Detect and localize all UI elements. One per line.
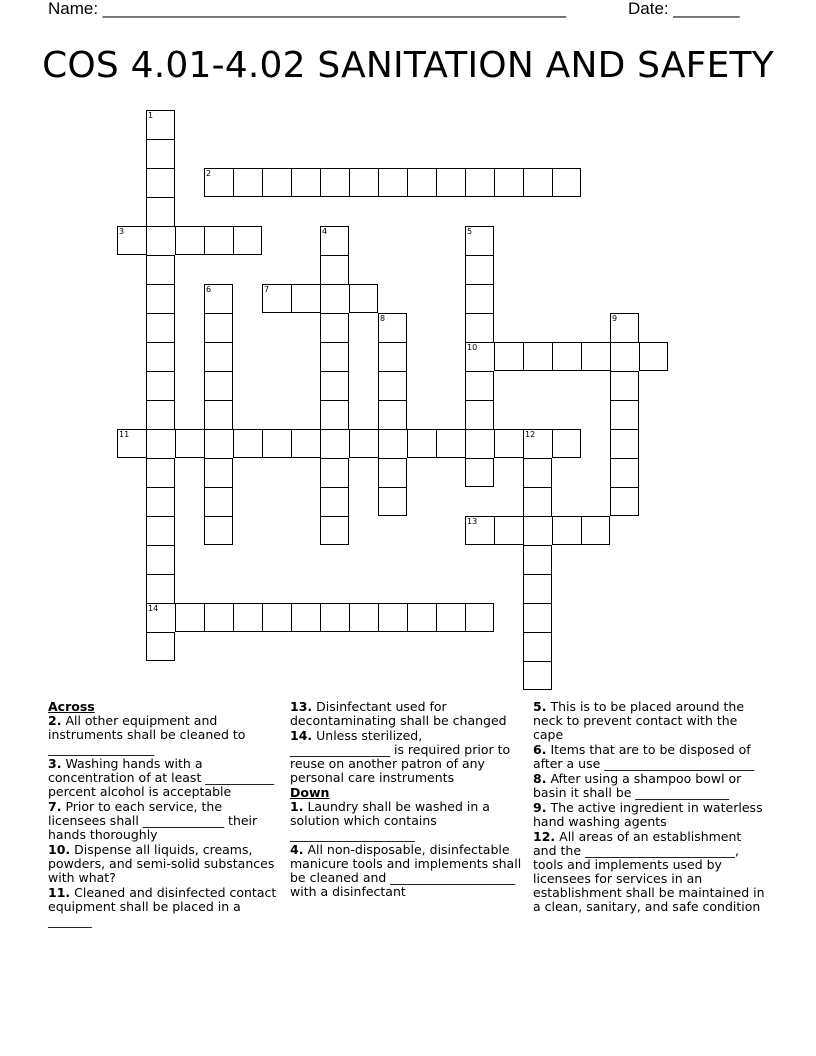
- clue-number-label: 2: [206, 169, 212, 178]
- clue-text: This is to be placed around the neck to prevent contact with the cape: [533, 699, 745, 742]
- clue-text: Laundry shall be washed in a solution which contains ____________________: [290, 799, 490, 842]
- grid-cell[interactable]: [146, 458, 175, 487]
- clue-number: 11.: [48, 885, 71, 900]
- grid-cell[interactable]: [523, 632, 552, 661]
- grid-cell[interactable]: [465, 255, 494, 284]
- clue-down-5: [533, 700, 767, 742]
- clue-number: 2.: [48, 713, 62, 728]
- grid-cell[interactable]: [204, 371, 233, 400]
- clue-text: All non-disposable, disinfectable manicure tools and implements shall be cleaned and ____________________ with a disinfectant: [290, 842, 522, 899]
- grid-cell[interactable]: [581, 342, 610, 371]
- clue-number-label: 10: [467, 343, 478, 352]
- grid-cell[interactable]: [233, 429, 262, 458]
- grid-cell[interactable]: [523, 342, 552, 371]
- clue-text: Prior to each service, the licensees shall _____________ their hands thoroughly: [48, 799, 258, 842]
- clue-number-label: 1: [148, 111, 154, 120]
- grid-cell[interactable]: [204, 313, 233, 342]
- grid-cell[interactable]: [378, 429, 407, 458]
- grid-cell[interactable]: [146, 603, 175, 632]
- clue-number-label: 6: [206, 285, 212, 294]
- clue-text: Disinfectant used for decontaminating shall be changed: [290, 699, 507, 728]
- clue-down-9: [533, 801, 767, 829]
- grid-cell[interactable]: [349, 429, 378, 458]
- clue-across-11: [48, 886, 282, 928]
- clue-number: 1.: [290, 799, 304, 814]
- grid-cell[interactable]: [407, 168, 436, 197]
- grid-cell[interactable]: [175, 226, 204, 255]
- grid-cell[interactable]: [523, 487, 552, 516]
- grid-cell[interactable]: [204, 429, 233, 458]
- grid-cell[interactable]: [146, 255, 175, 284]
- grid-cell[interactable]: [291, 284, 320, 313]
- grid-cell[interactable]: [407, 429, 436, 458]
- grid-cell[interactable]: [320, 458, 349, 487]
- grid-cell[interactable]: [465, 603, 494, 632]
- clue-number: 5.: [533, 699, 547, 714]
- grid-cell[interactable]: [465, 284, 494, 313]
- grid-cell[interactable]: [465, 458, 494, 487]
- clue-text: Unless sterilized, ________________ is required prior to reuse on another patron of any personal care instruments: [290, 728, 511, 785]
- clue-number-label: 4: [322, 227, 328, 236]
- grid-cell[interactable]: [610, 429, 639, 458]
- clue-number-label: 5: [467, 227, 473, 236]
- clue-number: 3.: [48, 756, 62, 771]
- grid-cell[interactable]: [233, 603, 262, 632]
- clue-number-label: 8: [380, 314, 386, 323]
- grid-cell[interactable]: [204, 400, 233, 429]
- grid-cell[interactable]: [233, 226, 262, 255]
- clue-number: 14.: [290, 728, 313, 743]
- grid-cell[interactable]: [523, 516, 552, 545]
- clue-number-label: 14: [148, 604, 159, 613]
- grid-cell[interactable]: [320, 603, 349, 632]
- clue-number-label: 9: [612, 314, 618, 323]
- clue-down-4: [290, 843, 524, 899]
- grid-cell[interactable]: [146, 632, 175, 661]
- clue-down-12: [533, 830, 767, 914]
- date-field-label[interactable]: Date: _______: [628, 0, 740, 18]
- grid-cell[interactable]: [320, 371, 349, 400]
- clue-down-6: [533, 743, 767, 771]
- grid-cell[interactable]: [494, 516, 523, 545]
- clue-number: 6.: [533, 742, 547, 757]
- clue-across-7: [48, 800, 282, 842]
- name-field-label[interactable]: Name: _________________________________________________: [48, 0, 567, 18]
- grid-cell[interactable]: [204, 603, 233, 632]
- grid-cell[interactable]: [436, 429, 465, 458]
- clue-across-2: [48, 714, 282, 756]
- grid-cell[interactable]: [204, 458, 233, 487]
- grid-cell[interactable]: [320, 313, 349, 342]
- page-title: COS 4.01-4.02 SANITATION AND SAFETY: [42, 45, 774, 86]
- grid-cell[interactable]: [146, 371, 175, 400]
- grid-cell[interactable]: [146, 313, 175, 342]
- grid-cell[interactable]: [523, 603, 552, 632]
- grid-cell[interactable]: [117, 429, 146, 458]
- grid-cell[interactable]: [146, 545, 175, 574]
- grid-cell[interactable]: [378, 458, 407, 487]
- grid-cell[interactable]: [233, 168, 262, 197]
- grid-cell[interactable]: [349, 168, 378, 197]
- grid-cell[interactable]: [262, 168, 291, 197]
- grid-cell[interactable]: [610, 458, 639, 487]
- grid-cell[interactable]: [320, 429, 349, 458]
- grid-cell[interactable]: [204, 516, 233, 545]
- grid-cell[interactable]: [552, 516, 581, 545]
- grid-cell[interactable]: [610, 342, 639, 371]
- clue-across-14: [290, 729, 524, 785]
- grid-cell[interactable]: [523, 545, 552, 574]
- clue-number: 10.: [48, 842, 71, 857]
- clue-across-13: [290, 700, 524, 728]
- clue-number: 12.: [533, 829, 556, 844]
- grid-cell[interactable]: [610, 371, 639, 400]
- grid-cell[interactable]: [146, 139, 175, 168]
- grid-cell[interactable]: [175, 429, 204, 458]
- grid-cell[interactable]: [610, 400, 639, 429]
- grid-cell[interactable]: [262, 284, 291, 313]
- across-heading: Across: [48, 699, 95, 714]
- grid-cell[interactable]: [523, 574, 552, 603]
- grid-cell[interactable]: [146, 429, 175, 458]
- grid-cell[interactable]: [552, 429, 581, 458]
- grid-cell[interactable]: [291, 603, 320, 632]
- grid-cell[interactable]: [494, 342, 523, 371]
- clue-number-label: 12: [525, 430, 536, 439]
- grid-cell[interactable]: [407, 603, 436, 632]
- grid-cell[interactable]: [581, 516, 610, 545]
- clue-across-10: [48, 843, 282, 885]
- grid-cell[interactable]: [465, 429, 494, 458]
- grid-cell[interactable]: [378, 400, 407, 429]
- grid-cell[interactable]: [552, 168, 581, 197]
- grid-cell[interactable]: [378, 487, 407, 516]
- grid-cell[interactable]: [465, 342, 494, 371]
- grid-cell[interactable]: [465, 400, 494, 429]
- grid-cell[interactable]: [320, 487, 349, 516]
- grid-cell[interactable]: [494, 168, 523, 197]
- grid-cell[interactable]: [436, 603, 465, 632]
- clue-number-label: 13: [467, 517, 478, 526]
- clue-text: The active ingredient in waterless hand washing agents: [533, 800, 763, 829]
- grid-cell[interactable]: [465, 226, 494, 255]
- clue-number-label: 7: [264, 285, 270, 294]
- clue-number: 9.: [533, 800, 547, 815]
- grid-cell[interactable]: [146, 168, 175, 197]
- clue-down-8: [533, 772, 767, 800]
- grid-cell[interactable]: [320, 284, 349, 313]
- grid-cell[interactable]: [146, 284, 175, 313]
- grid-cell[interactable]: [146, 487, 175, 516]
- grid-cell[interactable]: [204, 168, 233, 197]
- clues-column-3: [533, 700, 767, 915]
- clue-text: Cleaned and disinfected contact equipment shall be placed in a _______: [48, 885, 277, 928]
- grid-cell[interactable]: [204, 284, 233, 313]
- grid-cell[interactable]: [349, 284, 378, 313]
- grid-cell[interactable]: [175, 603, 204, 632]
- grid-cell[interactable]: [552, 342, 581, 371]
- clue-text: Items that are to be disposed of after a use ________________________: [533, 742, 755, 771]
- clues-column-1: [48, 700, 282, 929]
- clue-number: 4.: [290, 842, 304, 857]
- clue-down-1: [290, 800, 524, 842]
- grid-cell[interactable]: [320, 516, 349, 545]
- clue-number-label: 11: [119, 430, 130, 439]
- clue-text: All areas of an establishment and the ________________________, tools and implements used by licensees for services in an establishment shall be maintained in a clean, sanitary, and safe condition: [533, 829, 765, 914]
- header: [48, 0, 768, 20]
- grid-cell[interactable]: [378, 603, 407, 632]
- grid-cell[interactable]: [465, 168, 494, 197]
- clue-text: Dispense all liquids, creams, powders, and semi-solid substances with what?: [48, 842, 275, 885]
- grid-cell[interactable]: [146, 342, 175, 371]
- grid-cell[interactable]: [320, 168, 349, 197]
- grid-cell[interactable]: [146, 516, 175, 545]
- grid-cell[interactable]: [378, 342, 407, 371]
- grid-cell[interactable]: [204, 487, 233, 516]
- grid-cell[interactable]: [146, 197, 175, 226]
- grid-cell[interactable]: [523, 458, 552, 487]
- grid-cell[interactable]: [291, 168, 320, 197]
- grid-cell[interactable]: [378, 168, 407, 197]
- grid-cell[interactable]: [204, 226, 233, 255]
- clue-text: All other equipment and instruments shall be cleaned to _________________: [48, 713, 246, 756]
- grid-cell[interactable]: [610, 487, 639, 516]
- grid-cell[interactable]: [146, 226, 175, 255]
- grid-cell[interactable]: [349, 603, 378, 632]
- clue-number: 13.: [290, 699, 313, 714]
- grid-cell[interactable]: [146, 110, 175, 139]
- grid-cell[interactable]: [639, 342, 668, 371]
- grid-cell[interactable]: [262, 429, 291, 458]
- clue-text: Washing hands with a concentration of at least ___________ percent alcohol is acceptable: [48, 756, 275, 799]
- grid-cell[interactable]: [494, 429, 523, 458]
- grid-cell[interactable]: [204, 342, 233, 371]
- grid-cell[interactable]: [117, 226, 146, 255]
- grid-cell[interactable]: [320, 400, 349, 429]
- grid-cell[interactable]: [523, 429, 552, 458]
- grid-cell[interactable]: [262, 603, 291, 632]
- grid-cell[interactable]: [378, 371, 407, 400]
- grid-cell[interactable]: [320, 226, 349, 255]
- down-heading: Down: [290, 785, 330, 800]
- clue-number-label: 3: [119, 227, 125, 236]
- grid-cell[interactable]: [146, 574, 175, 603]
- grid-cell[interactable]: [610, 313, 639, 342]
- grid-cell[interactable]: [523, 168, 552, 197]
- grid-cell[interactable]: [378, 313, 407, 342]
- grid-cell[interactable]: [320, 255, 349, 284]
- grid-cell[interactable]: [465, 313, 494, 342]
- clues-column-2: [290, 700, 524, 900]
- grid-cell[interactable]: [320, 342, 349, 371]
- grid-cell[interactable]: [523, 661, 552, 690]
- grid-cell[interactable]: [465, 516, 494, 545]
- grid-cell[interactable]: [146, 400, 175, 429]
- grid-cell[interactable]: [291, 429, 320, 458]
- clue-number: 7.: [48, 799, 62, 814]
- grid-cell[interactable]: [465, 371, 494, 400]
- clue-across-3: [48, 757, 282, 799]
- clue-text: After using a shampoo bowl or basin it shall be _______________: [533, 771, 742, 800]
- grid-cell[interactable]: [436, 168, 465, 197]
- clue-number: 8.: [533, 771, 547, 786]
